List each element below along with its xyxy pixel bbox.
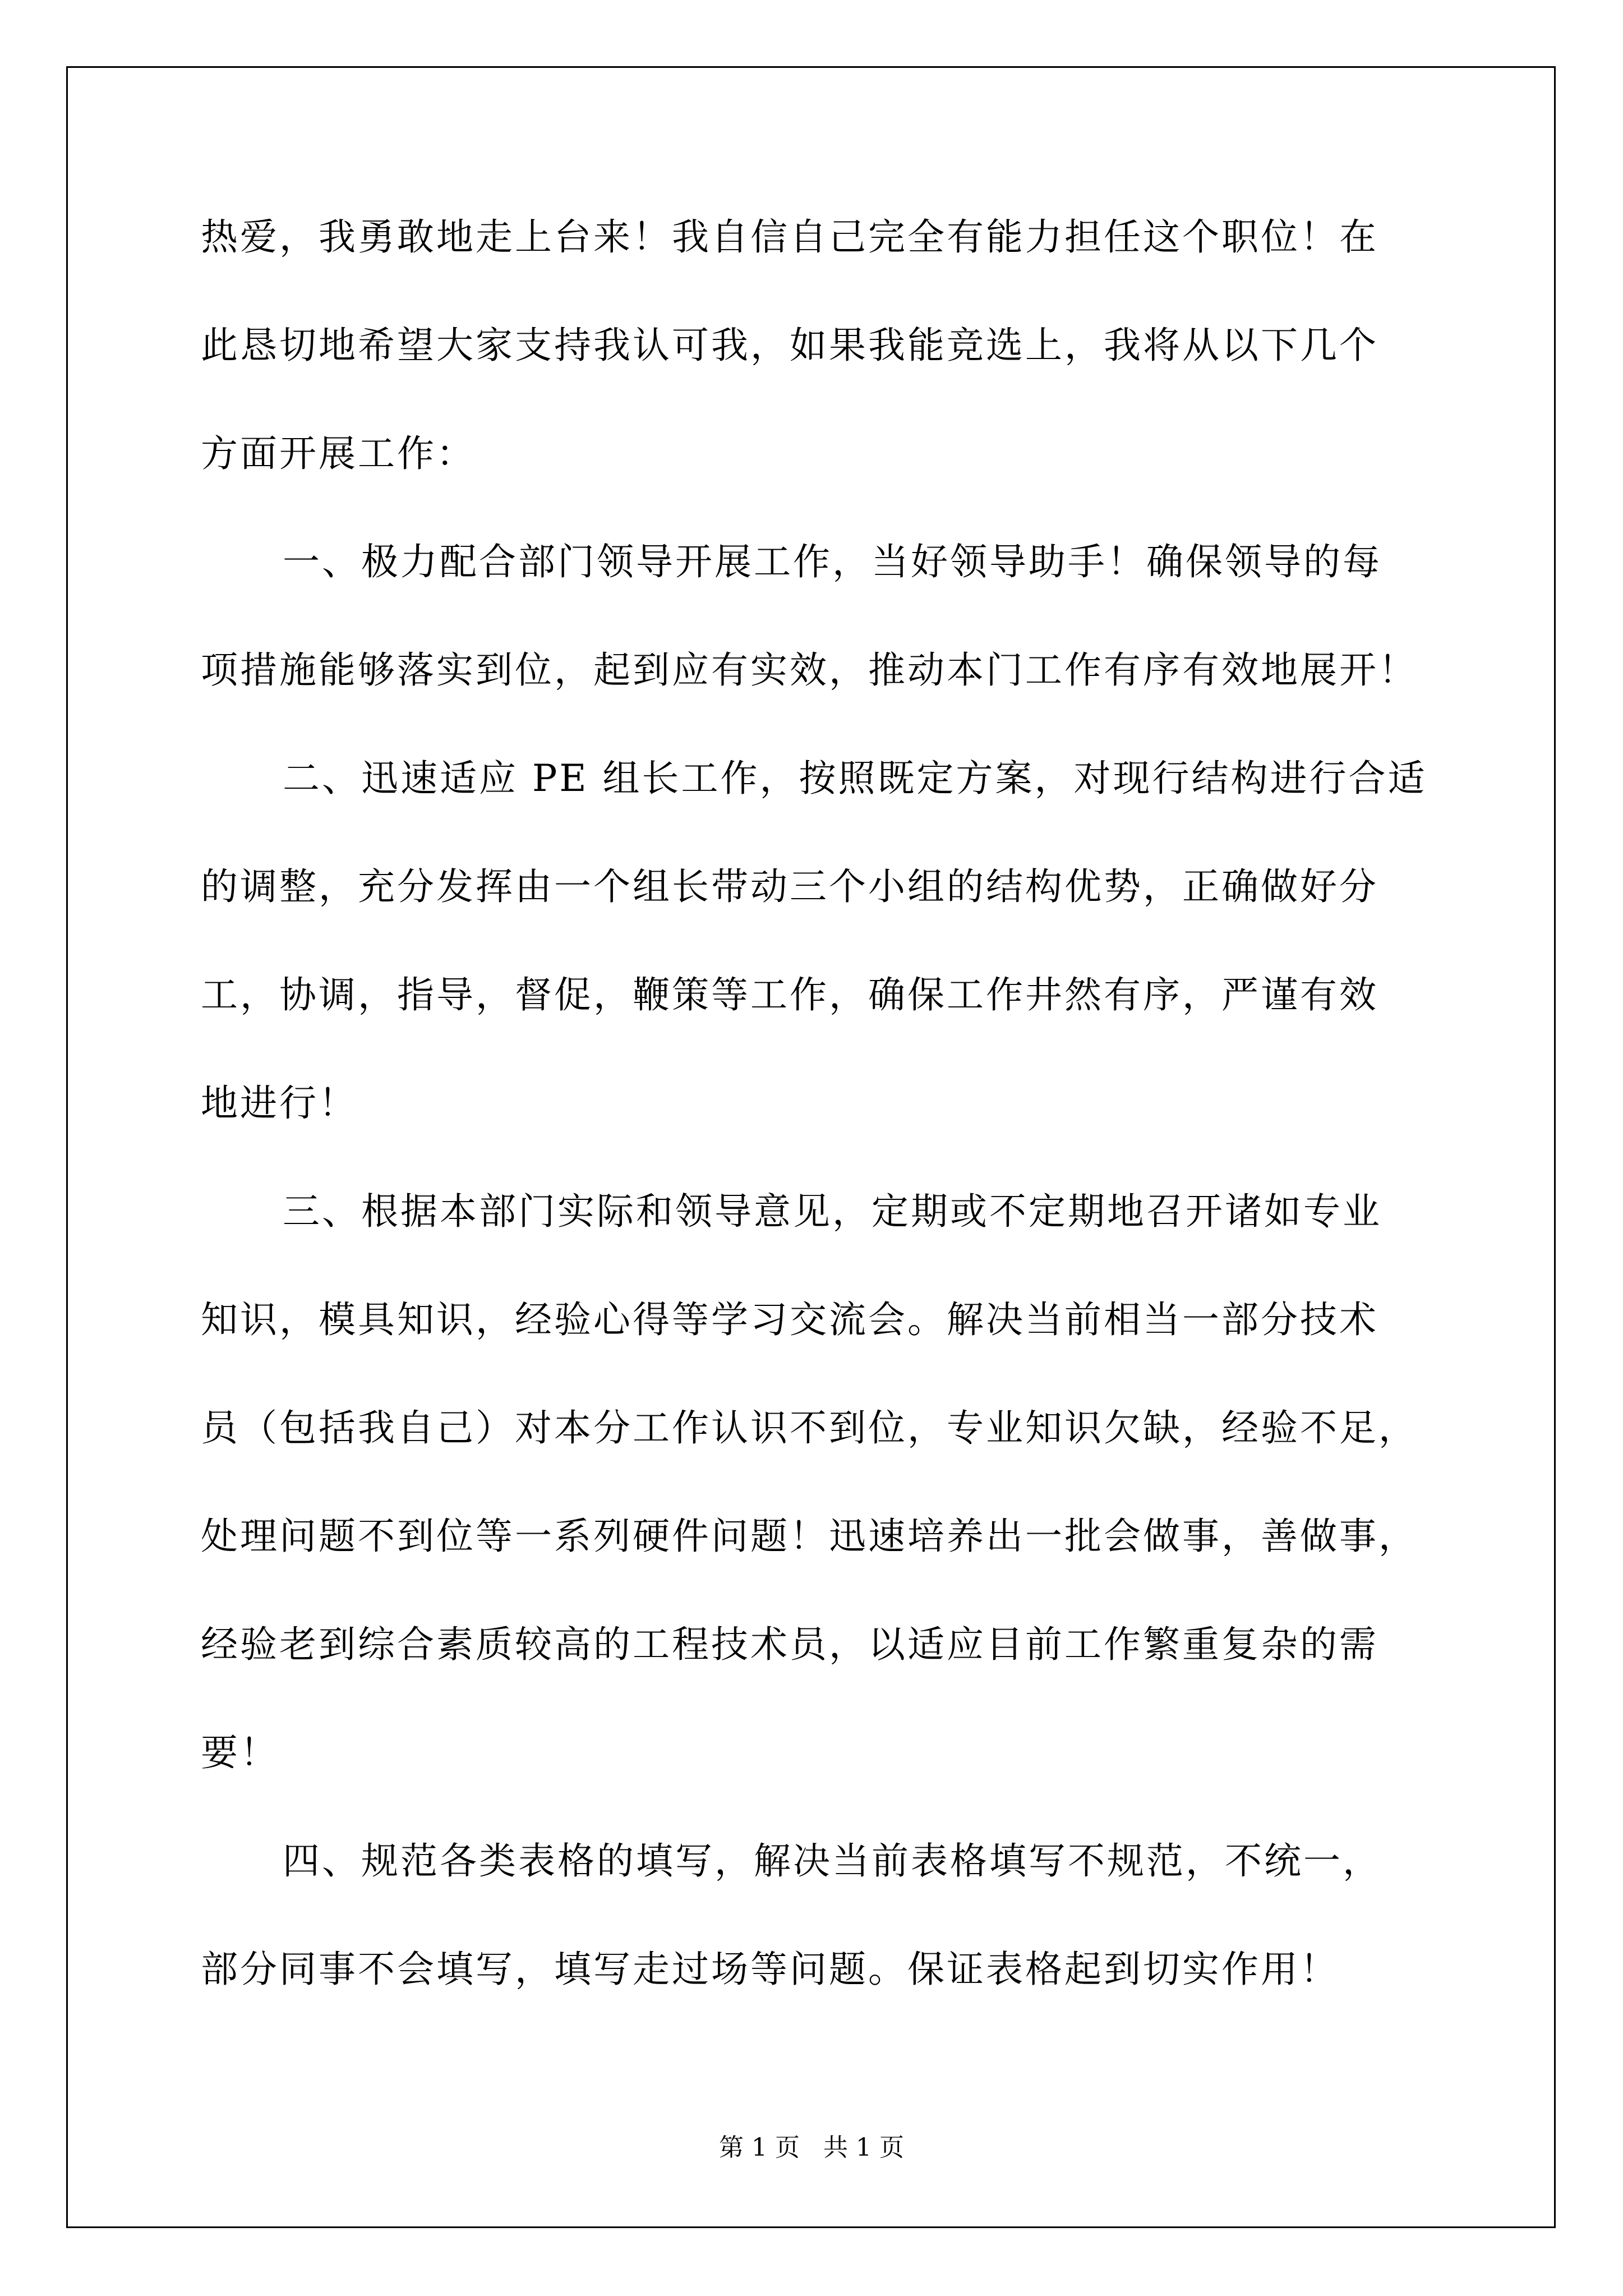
text-line: 员（包括我自己）对本分工作认识不到位，专业知识欠缺，经验不足， — [201, 1406, 1418, 1450]
document-body — [201, 215, 1429, 2059]
text-line: 要！ — [201, 1731, 279, 1774]
text-line: 方面开展工作： — [201, 432, 476, 475]
text-line: 部分同事不会填写，填写走过场等问题。保证表格起到切实作用！ — [201, 1948, 1339, 1991]
text-line: 此恳切地希望大家支持我认可我，如果我能竞选上，我将从以下几个 — [201, 324, 1378, 367]
text-line: 项措施能够落实到位，起到应有实效，推动本门工作有序有效地展开！ — [201, 648, 1418, 692]
paragraph-4-start: 四、规范各类表格的填写，解决当前表格填写不规范，不统一， — [283, 1839, 1382, 1883]
text-line: 地进行！ — [201, 1082, 358, 1125]
paragraph-1-start: 一、极力配合部门领导开展工作，当好领导助手！确保领导的每 — [283, 540, 1382, 583]
text-line: 经验老到综合素质较高的工程技术员，以适应目前工作繁重复杂的需 — [201, 1623, 1378, 1666]
text-line: 知识，模具知识，经验心得等学习交流会。解决当前相当一部分技术 — [201, 1298, 1378, 1341]
paragraph-3-start: 三、根据本部门实际和领导意见，定期或不定期地召开诸如专业 — [283, 1190, 1382, 1233]
paragraph-2-start: 二、迅速适应 PE 组长工作，按照既定方案，对现行结构进行合适 — [283, 757, 1427, 800]
text-line: 的调整，充分发挥由一个组长带动三个小组的结构优势，正确做好分 — [201, 865, 1378, 908]
text-line: 处理问题不到位等一系列硬件问题！迅速培养出一批会做事，善做事， — [201, 1515, 1418, 1558]
text-line: 热爱，我勇敢地走上台来！我自信自己完全有能力担任这个职位！在 — [201, 215, 1378, 259]
page-footer: 第 1 页 共 1 页 — [719, 2133, 904, 2162]
text-line: 工，协调，指导，督促，鞭策等工作，确保工作井然有序，严谨有效 — [201, 973, 1378, 1016]
